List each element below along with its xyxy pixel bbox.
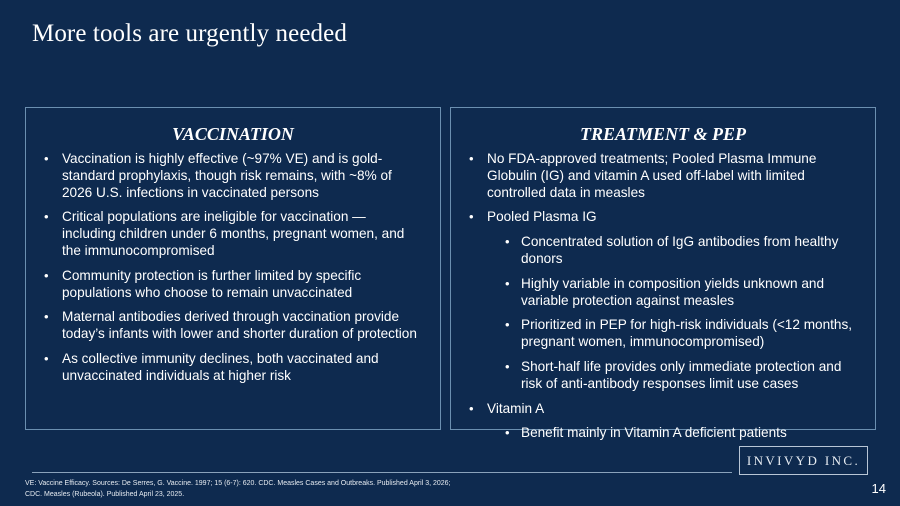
list-item: • Maternal antibodies derived through vaccination provide today’s infants with lower and shorter duration of protection [44,309,417,342]
sub-list-item: • Benefit mainly in Vitamin A deficient patients [505,425,787,441]
bullet-icon: • [44,350,49,366]
treatment-pep-heading: TREATMENT & PEP [579,124,747,144]
bullet-icon: • [505,317,510,333]
bullet-icon: • [505,275,510,291]
vaccination-heading: VACCINATION [172,124,294,144]
slide-title: More tools are urgently needed [32,20,347,47]
company-logo: INVIVYD INC. [739,446,868,475]
sub-list-item: • Prioritized in PEP for high-risk individuals (<12 months, pregnant women, immunocompromised) [505,317,853,350]
list-item: • Critical populations are ineligible for vaccination — including children under 6 months, pregnant women, and the immunocompromised [44,209,405,258]
bullet-icon: • [505,425,510,441]
bullet-icon: • [44,309,49,325]
list-item: • No FDA-approved treatments; Pooled Plasma Immune Globulin (IG) and vitamin A used off-label with limited controlled data in measles [469,151,817,200]
list-item: • Community protection is further limited by specific populations who choose to remain unvaccinated [44,267,362,300]
list-item: • Pooled Plasma IG [469,209,597,225]
bullet-icon: • [469,151,474,166]
bullet-icon: • [505,234,510,250]
list-item: • Vitamin A [469,400,545,416]
footnote-line-1: VE: Vaccine Efficacy. Sources: De Serres, G. Vaccine. 1997; 15 (6-7): 620. CDC. Measles Cases and Outbreaks. Published April 3, 2026; [25,480,451,487]
bullet-icon: • [44,209,49,225]
bullet-icon: • [469,400,474,416]
treatment-bullet-list [451,151,875,442]
bullet-icon: • [469,209,474,225]
footnote-line-2: CDC. Measles (Rubeola). Published April 23, 2025. [25,490,185,498]
footer-divider [32,472,732,473]
bullet-icon: • [44,151,49,166]
sub-list-item: • Highly variable in composition yields unknown and variable protection against measles [505,275,825,308]
sub-list-item: • Short-half life provides only immediate protection and risk of anti-antibody responses limit use cases [505,358,842,391]
list-item: • As collective immunity declines, both vaccinated and unvaccinated individuals at higher risk [44,350,379,383]
list-item: • Vaccination is highly effective (~97% VE) and is gold-standard prophylaxis, though risk remains, with ~8% of 2026 U.S. infections in vaccinated persons [44,151,392,200]
bullet-icon: • [44,267,49,283]
sub-list-item: • Concentrated solution of IgG antibodies from healthy donors [505,234,839,266]
treatment-pep-panel [450,107,876,441]
bullet-icon: • [505,358,510,374]
footnote [25,479,451,500]
page-number: 14 [871,481,886,496]
vaccination-bullet-list [26,151,440,385]
vaccination-panel [25,107,441,430]
